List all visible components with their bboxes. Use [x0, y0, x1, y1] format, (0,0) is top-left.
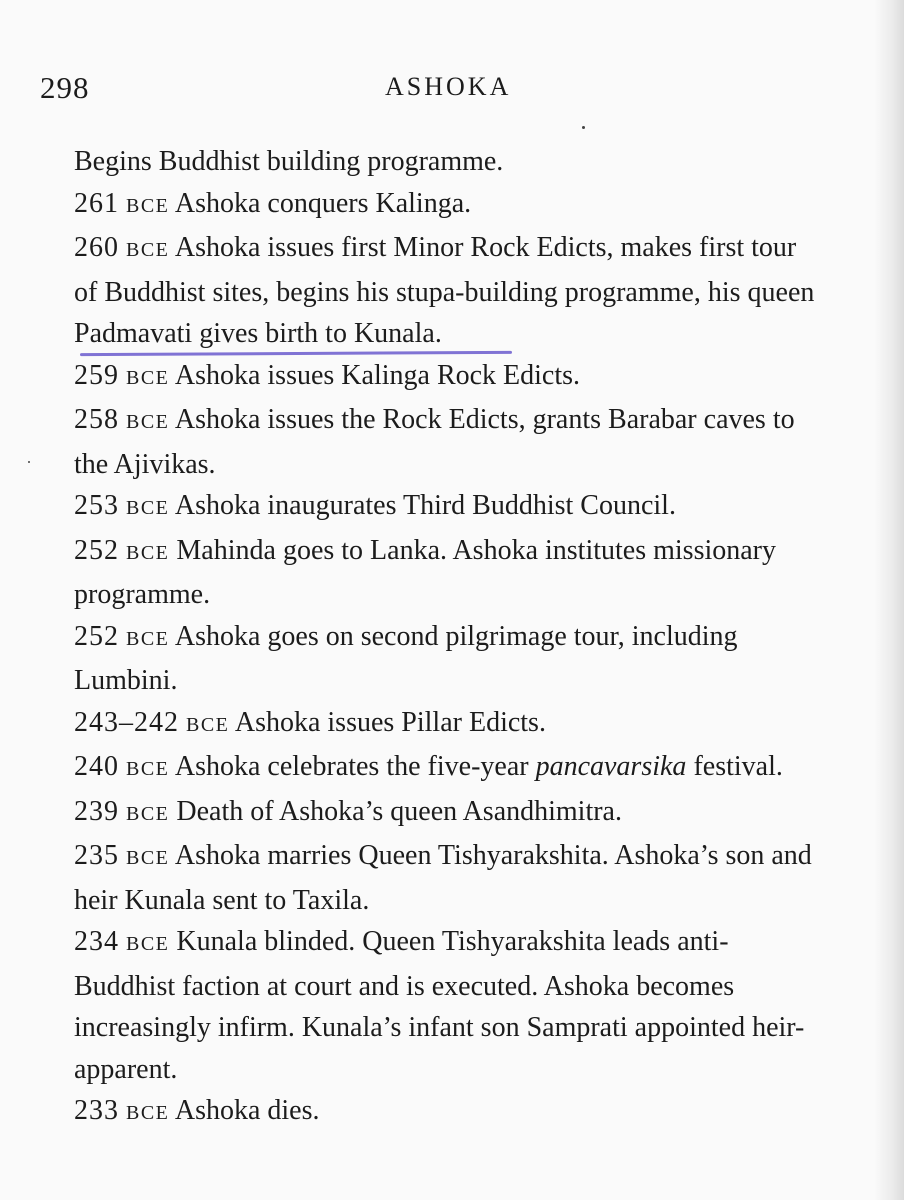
- entry-era: BCE: [126, 802, 170, 825]
- entry-text: Death of Ashoka’s queen Asandhimitra.: [169, 795, 622, 827]
- entry-text: Ashoka issues Pillar Edicts.: [229, 706, 546, 738]
- timeline-list: [74, 141, 824, 1135]
- entry-era: BCE: [126, 194, 170, 217]
- entry-text: Ashoka issues the Rock Edicts, grants Barabar caves to the Ajivikas.: [74, 404, 795, 480]
- entry-text: Ashoka inaugurates Third Buddhist Council.: [169, 490, 676, 521]
- entry-date: 243–242: [74, 706, 179, 738]
- dust-speck: [28, 461, 30, 463]
- entry-era: BCE: [126, 847, 170, 869]
- entry-text-after: festival.: [686, 751, 783, 782]
- entry-date: 252: [74, 620, 119, 652]
- entry-era: BCE: [126, 1102, 170, 1124]
- entry-text: Ashoka goes on second pilgrimage tour, including Lumbini.: [74, 620, 738, 696]
- timeline-entry: [74, 355, 824, 400]
- entry-era: BCE: [126, 497, 170, 519]
- entry-text: Ashoka conquers Kalinga.: [169, 187, 472, 219]
- entry-era: BCE: [186, 713, 230, 736]
- entry-italic-term: pancavarsika: [535, 751, 687, 782]
- timeline-entry: [74, 183, 824, 228]
- entry-era: BCE: [126, 933, 170, 955]
- timeline-entry: [74, 227, 824, 355]
- entry-era: BCE: [126, 411, 170, 433]
- entry-date: 253: [74, 490, 119, 521]
- entry-date: 261: [74, 187, 119, 219]
- entry-date: 233: [74, 1095, 119, 1126]
- entry-text: Ashoka dies.: [169, 1095, 320, 1126]
- entry-date: 258: [74, 404, 119, 435]
- timeline-entry: [74, 791, 824, 836]
- timeline-entry: [74, 746, 824, 791]
- entry-era: BCE: [126, 541, 170, 564]
- entry-text: Ashoka issues Kalinga Rock Edicts.: [169, 359, 581, 391]
- entry-text: Kunala blinded. Queen Tishyarakshita leads anti-Buddhist faction at court and is executed. Ashoka becomes increasingly infirm. Kunala’s infant son Samprati appointed heir-apparent.: [74, 926, 805, 1085]
- timeline-entry: [74, 530, 824, 616]
- dust-speck: [582, 126, 585, 129]
- page-number: 298: [40, 70, 90, 105]
- timeline-entry: [74, 835, 824, 921]
- page-shadow-edge: [874, 0, 904, 1200]
- timeline-entry: [74, 616, 824, 702]
- entry-date: 240: [74, 751, 119, 782]
- entry-date: 235: [74, 840, 119, 871]
- entry-era: BCE: [126, 627, 170, 650]
- entry-text: Mahinda goes to Lanka. Ashoka institutes missionary programme.: [74, 534, 776, 610]
- timeline-entry: [74, 399, 824, 485]
- timeline-entry: [74, 921, 824, 1090]
- entry-date: 260: [74, 232, 119, 263]
- timeline-intro: Begins Buddhist building programme.: [74, 146, 504, 177]
- timeline-entry: [74, 485, 824, 530]
- entry-era: BCE: [126, 758, 170, 780]
- timeline-entry: [74, 702, 824, 747]
- running-head: ASHOKA: [385, 72, 512, 101]
- entry-era: BCE: [126, 239, 170, 261]
- entry-date: 259: [74, 359, 119, 391]
- timeline-entry: [74, 1090, 824, 1135]
- entry-era: BCE: [126, 366, 170, 389]
- entry-text: Ashoka marries Queen Tishyarakshita. Ashoka’s son and heir Kunala sent to Taxila.: [74, 840, 812, 916]
- entry-date: 234: [74, 926, 119, 957]
- entry-date: 252: [74, 534, 119, 566]
- entry-text-before: Ashoka celebrates the five-year: [169, 751, 536, 782]
- entry-date: 239: [74, 795, 119, 827]
- entry-text: Ashoka issues first Minor Rock Edicts, makes first tour of Buddhist sites, begins his stupa-building programme, his queen Padmavati gives birth to Kunala.: [74, 232, 815, 349]
